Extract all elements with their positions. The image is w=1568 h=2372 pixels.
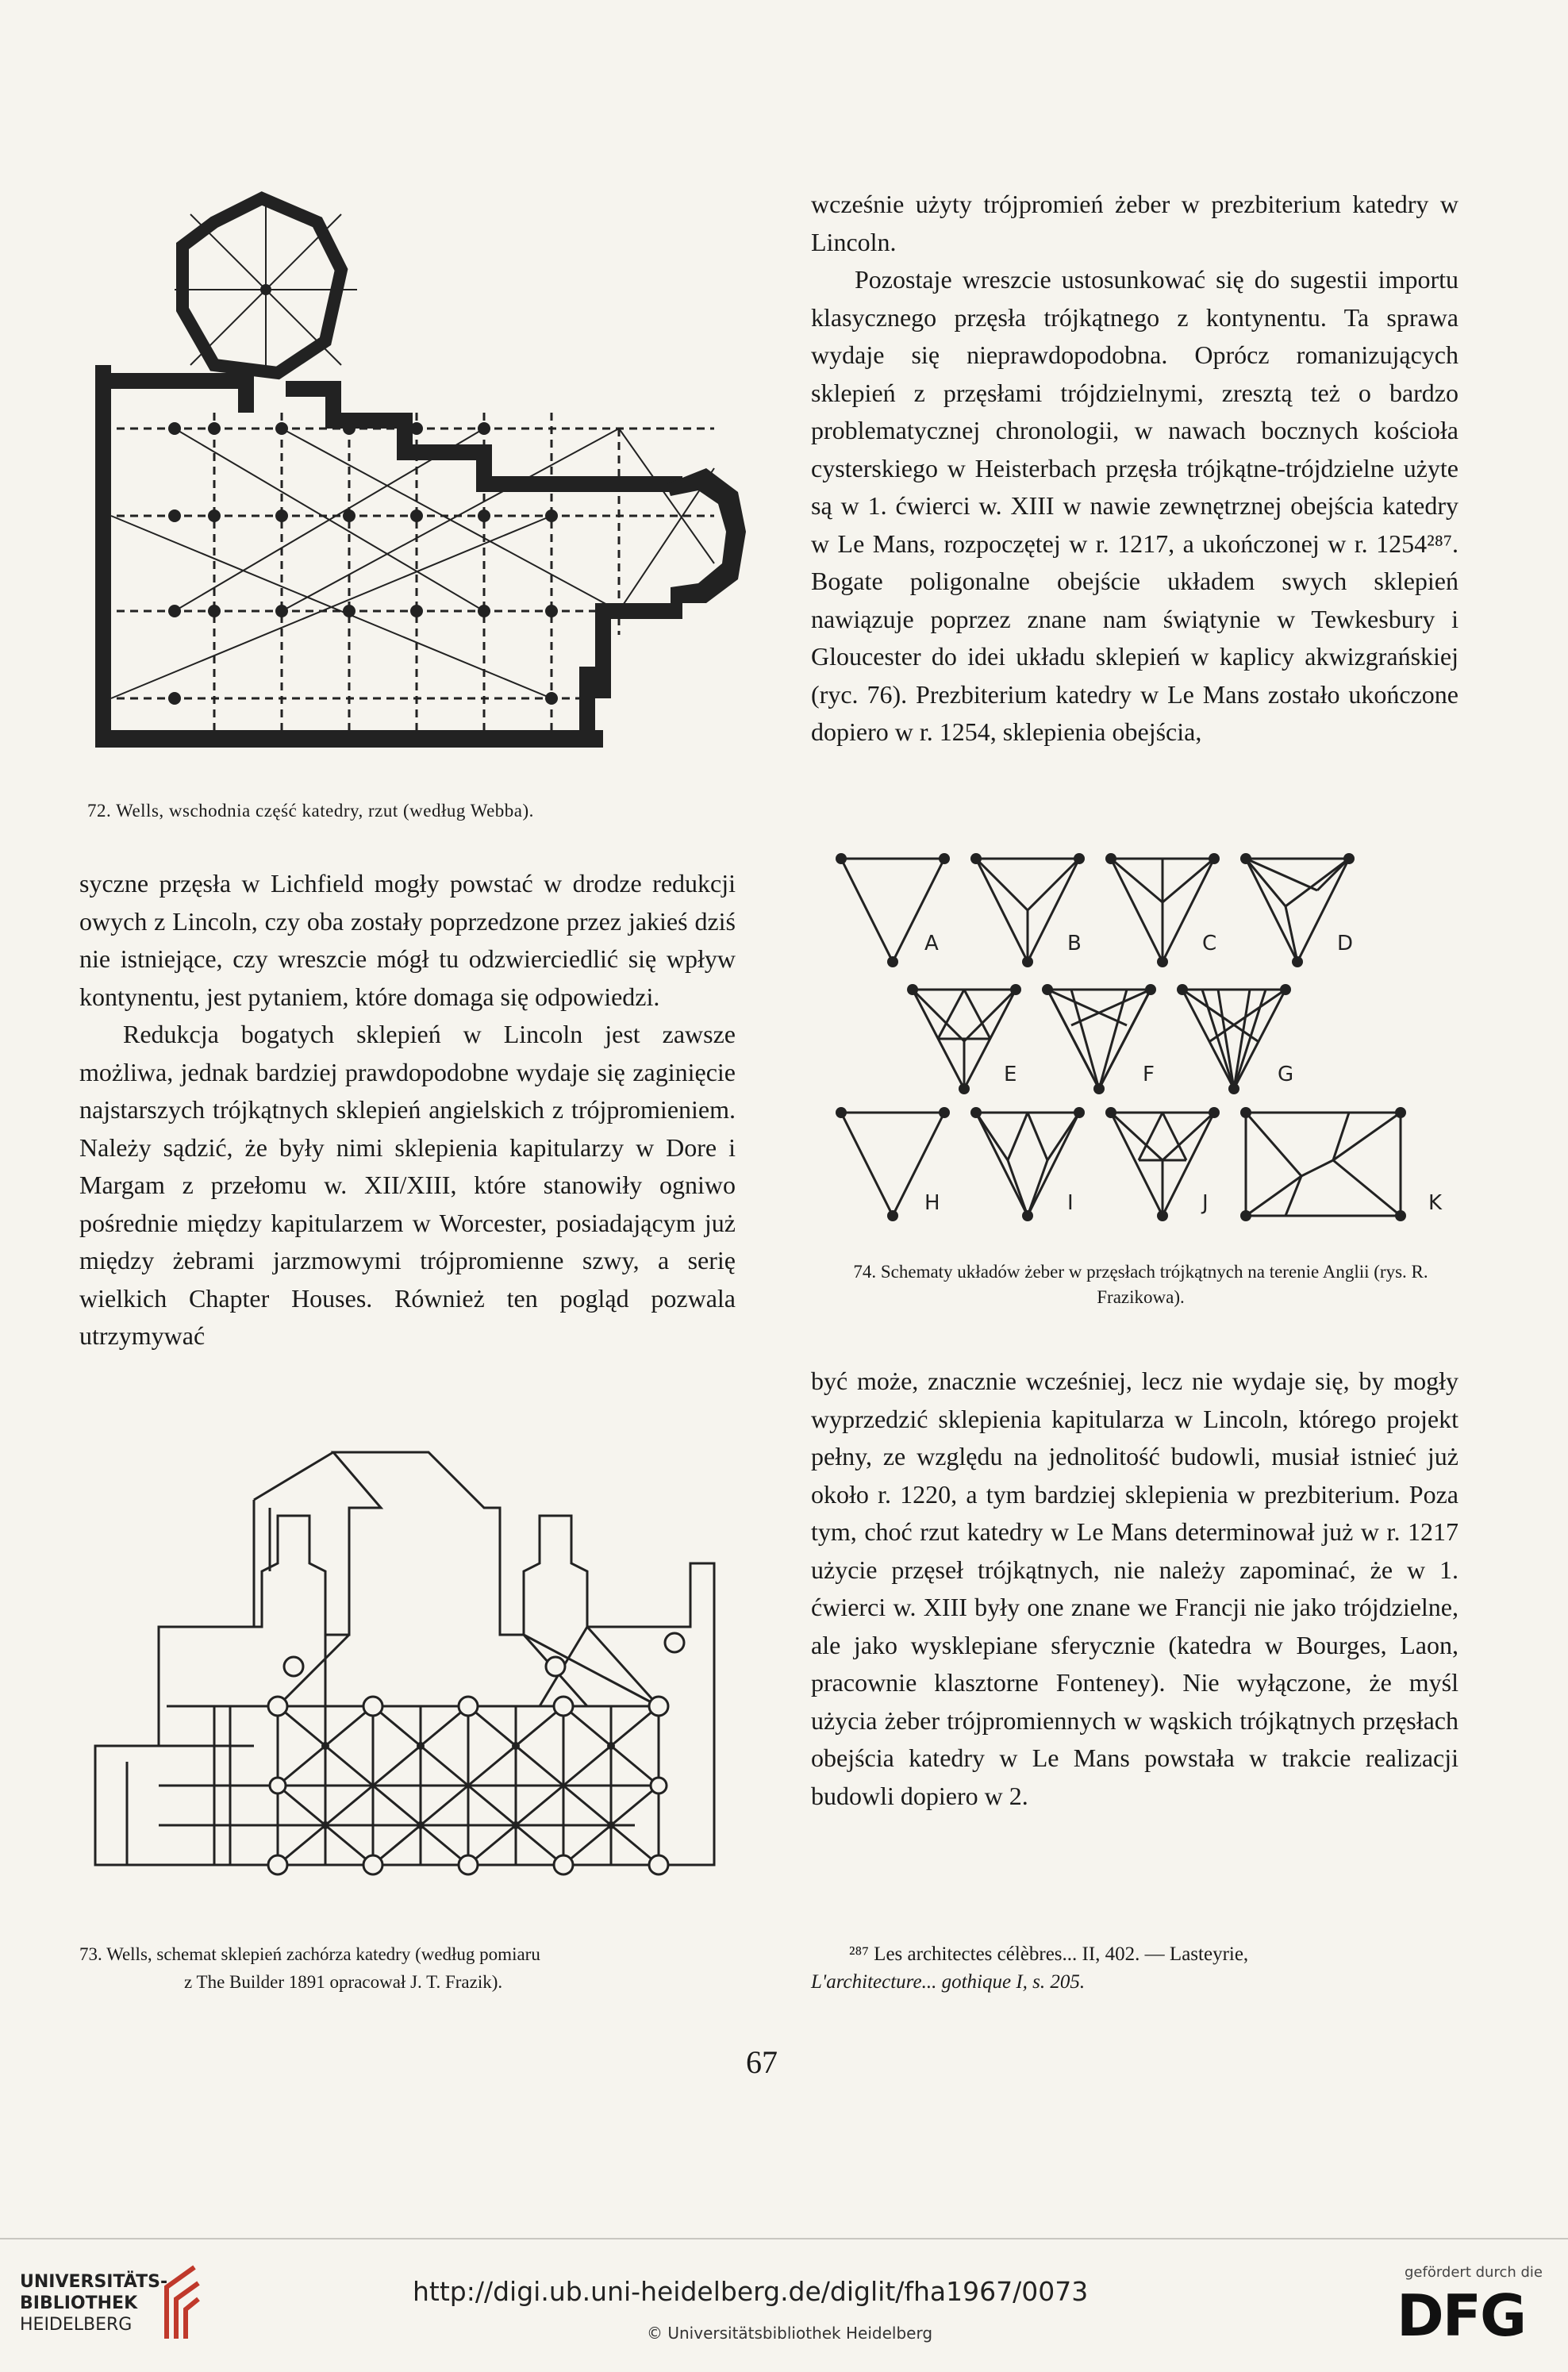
rib-schemes-drawing [825,843,1460,1240]
figure-73-caption-line2: z The Builder 1891 opracował J. T. Frazik). [184,1972,503,1992]
dfg-logo: DFG [1397,2282,1526,2349]
library-line2: BIBLIOTHEK [20,2293,138,2313]
funded-by: gefördert durch die [1405,2264,1543,2281]
figure-73-caption-line1: 73. Wells, schemat sklepień zachórza katedry (według pomiaru [79,1944,540,1964]
footnote-line2: L'architecture... gothique I, s. 205. [811,1971,1086,1993]
paragraph: wcześnie użyty trójpromień żeber w prezbiterium katedry w Lincoln. [811,190,1458,256]
library-logo-icon [159,2263,202,2343]
scheme-label: G [1278,1063,1294,1086]
footnote-line1: ²⁸⁷ Les architectes célèbres... II, 402. — Lasteyrie, [849,1943,1249,1965]
scheme-label: F [1143,1063,1155,1086]
paragraph: Pozostaje wreszcie ustosunkować się do sugestii importu klasycznego przęsła trójkątnego z kontynentu. Ta sprawa wydaje się nieprawdopodobna. Oprócz romanizujących sklepień z przęsłami trójdzielnymi, zresztą też o bardzo problematycznej chronologii, w nawach bocznych kościoła cysterskiego w Heisterbach przęsła trójkątne-trójdzielne użyte są w 1. ćwierci w. XIII w nawie zewnętrznej obejścia katedry w Le Mans, rozpoczętej w r. 1217, a ukończonej w r. 1254²⁸⁷. Bogate poligonalne obejście układem swych sklepień nawiązuje poprzez znane nam świątynie w Tewkesbury i Gloucester do idei układu sklepień w kaplicy akwizgrańskiej (ryc. 76). Prezbiterium katedry w Le Mans zostało ukończone dopiero w r. 1254, sklepienia obejścia, [811,265,1458,746]
figure-73-vault-scheme [79,1444,754,1913]
library-line3: HEIDELBERG [20,2315,133,2335]
scheme-label: A [924,932,939,955]
source-url[interactable]: http://digi.ub.uni-heidelberg.de/diglit/fha1967/0073 [413,2276,1089,2307]
paragraph: być może, znacznie wcześniej, lecz nie wydaje się, by mogły wyprzedzić sklepienia kapitularza w Lincoln, którego projekt pełny, ze względu na jednolitość budowli, musiał istnieć już około r. 1220, a tym bardziej sklepienia w prezbiterium. Poza tym, choć rzut katedry w Le Mans determinował już w r. 1217 użycie przęseł trójkątnych, nie należy zapominać, że w 1. ćwierci w. XIII były one znane we Francji nie jako trójdzielne, ale jako wysklepiane sferycznie (katedra w Bourges, Laon, pracownie klasztorne Fonteney). Nie wyłączone, że myśl użycia żeber trójpromiennych w wąskich trójkątnych przęsłach obejścia katedry w Le Mans powstała w trakcie realizacji budowli dopiero w 2. [811,1367,1458,1810]
scheme-label: J [1202,1191,1209,1215]
paragraph: Redukcja bogatych sklepień w Lincoln jest zawsze możliwa, jednak bardziej prawdopodobne wydaje się zaginięcie najstarszych trójkątnych sklepień angielskich z trójpromieniem. Należy sądzić, że były nimi sklepienia kapitularzy w Dore i Margam z przełomu w. XII/XIII, które stanowiły ogniwo pośrednie między kapitularzem w Worcester, posiadającym już między żebrami jarzmowymi trójpromienne szwy, a serię wielkich Chapter Houses. Również ten pogląd pozwala utrzymywać [79,1020,736,1350]
figure-74-caption: 74. Schematy układów żeber w przęsłach trójkątnych na terenie Anglii (rys. R. Frazikowa). [853,1262,1428,1307]
plan-72-drawing [79,190,754,774]
page-number: 67 [746,2044,778,2080]
scheme-label: C [1202,932,1217,955]
library-line1: UNIVERSITÄTS- [20,2272,168,2292]
figure-72-plan [79,190,754,774]
scheme-label: H [924,1191,940,1215]
library-name [20,2271,167,2335]
scheme-label: K [1428,1191,1443,1215]
copyright: © Universitätsbibliothek Heidelberg [647,2324,933,2343]
figure-74-rib-schemes [825,843,1460,1240]
figure-72-caption: 72. Wells, wschodnia część katedry, rzut (według Webba). [87,801,534,821]
text-column-right-top [811,186,1458,752]
text-column-right-bottom [811,1363,1458,1815]
scheme-label: D [1337,932,1354,955]
scheme-label: B [1067,932,1082,955]
footer-divider [0,2238,1568,2239]
vault-73-drawing [79,1444,754,1913]
scheme-label: I [1067,1191,1074,1215]
text-column-left-middle [79,865,736,1355]
scheme-label: E [1004,1063,1017,1086]
paragraph: syczne przęsła w Lichfield mogły powstać w drodze redukcji owych z Lincoln, czy oba zostały poprzedzone przez jakieś dziś nie istniejące, czy wreszcie mógł tu odzwierciedlić się wpływ kontynentu, jest pytaniem, które domaga się odpowiedzi. [79,869,736,1011]
